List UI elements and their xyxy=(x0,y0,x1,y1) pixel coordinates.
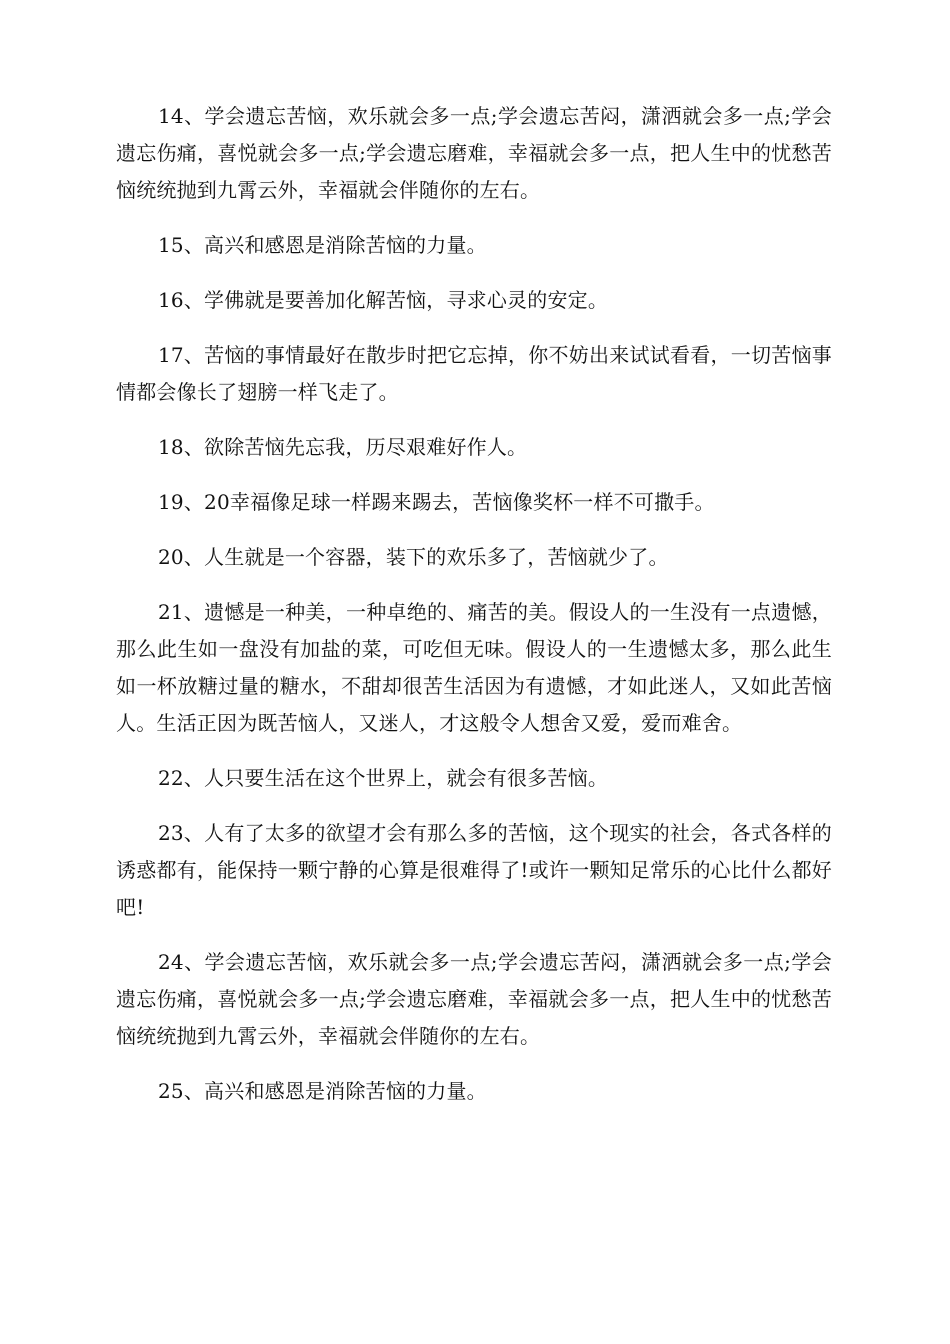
document-body xyxy=(116,98,832,1128)
paragraph-19: 19、20幸福像足球一样踢来踢去，苦恼像奖杯一样不可撒手。 xyxy=(158,490,715,514)
paragraph-23: 23、人有了太多的欲望才会有那么多的苦恼，这个现实的社会，各式各样的诱惑都有，能保持一颗宁静的心算是很难得了!或许一颗知足常乐的心比什么都好吧! xyxy=(116,821,832,919)
paragraph-15: 15、高兴和感恩是消除苦恼的力量。 xyxy=(158,233,487,257)
paragraph-16: 16、学佛就是要善加化解苦恼，寻求心灵的安定。 xyxy=(158,288,609,312)
paragraph-18: 18、欲除苦恼先忘我，历尽艰难好作人。 xyxy=(158,435,528,459)
paragraph-24: 24、学会遗忘苦恼，欢乐就会多一点;学会遗忘苦闷，潇洒就会多一点;学会遗忘伤痛，喜悦就会多一点;学会遗忘磨难，幸福就会多一点，把人生中的忧愁苦恼统统抛到九霄云外，幸福就会伴随你的左右。 xyxy=(116,950,832,1048)
paragraph-20: 20、人生就是一个容器，装下的欢乐多了，苦恼就少了。 xyxy=(158,545,669,569)
paragraph-22: 22、人只要生活在这个世界上，就会有很多苦恼。 xyxy=(158,766,609,790)
paragraph-25: 25、高兴和感恩是消除苦恼的力量。 xyxy=(158,1079,487,1103)
paragraph-17: 17、苦恼的事情最好在散步时把它忘掉，你不妨出来试试看看，一切苦恼事情都会像长了翅膀一样飞走了。 xyxy=(116,343,832,404)
paragraph-21: 21、遗憾是一种美，一种卓绝的、痛苦的美。假设人的一生没有一点遗憾，那么此生如一盘没有加盐的菜，可吃但无味。假设人的一生遗憾太多，那么此生如一杯放糖过量的糖水，不甜却很苦生活因为有遗憾，才如此迷人，又如此苦恼人。生活正因为既苦恼人，又迷人，才这般令人想舍又爱，爱而难舍。 xyxy=(116,600,832,735)
paragraph-14: 14、学会遗忘苦恼，欢乐就会多一点;学会遗忘苦闷，潇洒就会多一点;学会遗忘伤痛，喜悦就会多一点;学会遗忘磨难，幸福就会多一点，把人生中的忧愁苦恼统统抛到九霄云外，幸福就会伴随你的左右。 xyxy=(116,104,832,202)
